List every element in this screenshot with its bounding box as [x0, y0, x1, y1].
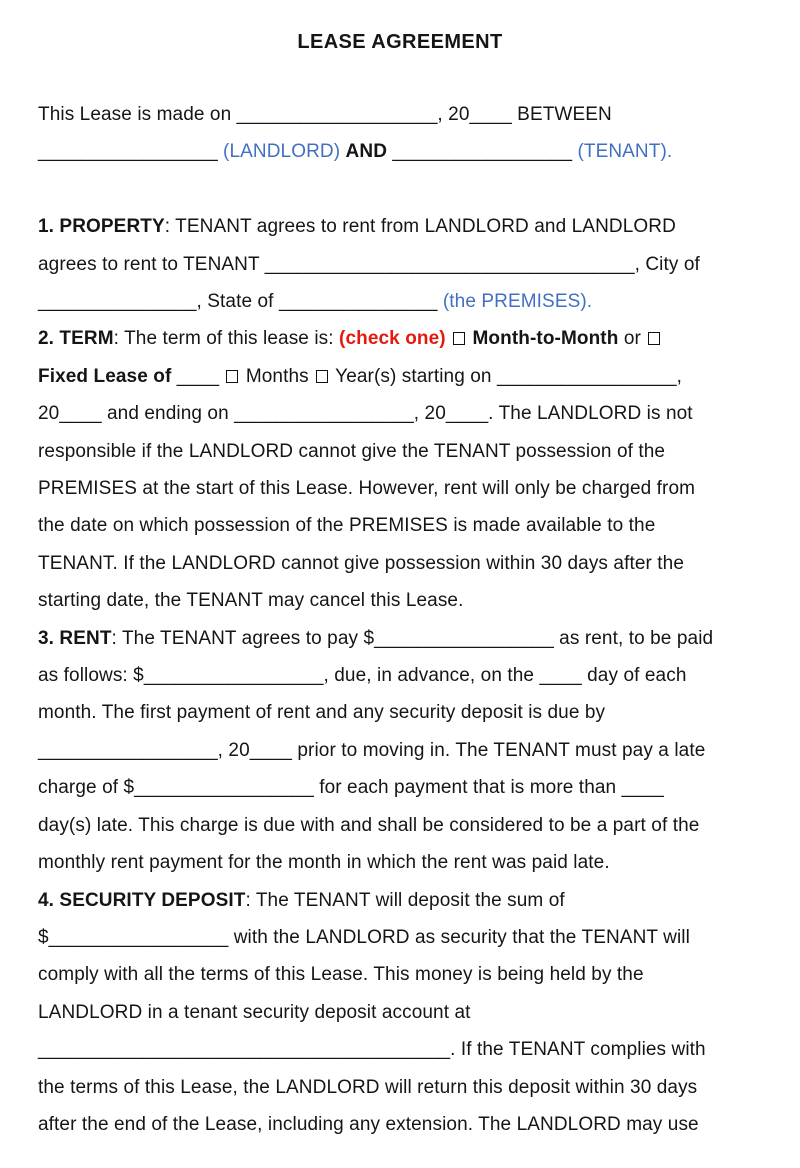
- text-run: Year(s) starting on: [330, 365, 497, 387]
- text-run: as rent, to be paid: [553, 627, 714, 649]
- text-run: This Lease is made on: [38, 104, 237, 125]
- text-run: , City of: [634, 253, 700, 275]
- line-property-3: [38, 283, 762, 320]
- text-run: PREMISES at the start of this Lease. However, rent will only be charged from: [38, 478, 696, 500]
- text-run: agrees to rent to TENANT: [38, 253, 265, 275]
- blank-late-days[interactable]: ____: [621, 777, 664, 799]
- line-rent-4: [38, 732, 762, 769]
- blank-date-made[interactable]: ___________________: [236, 104, 438, 125]
- line-deposit-2: [38, 919, 762, 956]
- blank-state[interactable]: _______________: [278, 291, 438, 313]
- text-run: , 20: [437, 104, 470, 125]
- document-title: LEASE AGREEMENT: [297, 31, 503, 53]
- line-term-6: [38, 507, 762, 544]
- line-term-2: [38, 358, 762, 395]
- text-run: for each payment that is more than: [313, 777, 622, 799]
- blank-deposit-account[interactable]: _______________________________________: [38, 1039, 451, 1061]
- text-run: Fixed Lease of: [38, 365, 177, 387]
- checkbox-fixed-lease[interactable]: [648, 332, 660, 345]
- term-heading: 2. TERM: [38, 328, 114, 350]
- line-rent-6: [38, 807, 762, 844]
- text-run: . If the TENANT complies with: [450, 1039, 706, 1061]
- text-run: day of each: [581, 665, 687, 687]
- blank-end-date[interactable]: _________________: [234, 403, 414, 425]
- line-term-3: [38, 395, 762, 432]
- text-run: , 20: [413, 403, 446, 425]
- line-term-8: [38, 582, 762, 619]
- line-property-1: [38, 208, 762, 245]
- line-rent-5: [38, 769, 762, 806]
- line-rent-2: [38, 657, 762, 694]
- text-run: with the LANDLORD as security that the TENANT will: [228, 926, 690, 948]
- text-run: LANDLORD in a tenant security deposit account at: [38, 1001, 471, 1023]
- text-run: 20: [38, 403, 60, 425]
- text-run: [219, 366, 224, 387]
- line-deposit-7: [38, 1106, 762, 1143]
- document-body: [38, 96, 762, 1143]
- line-rent-3: [38, 694, 762, 731]
- text-run: : TENANT agrees to rent from LANDLORD and LANDLORD: [164, 216, 676, 238]
- text-run: , State of: [196, 291, 279, 313]
- text-run: charge of $: [38, 777, 135, 799]
- line-rent-1: [38, 620, 762, 657]
- checkbox-months[interactable]: [226, 370, 238, 383]
- text-run: , 20: [217, 739, 250, 761]
- tenant-label: (TENANT).: [577, 141, 673, 163]
- blank-start-year[interactable]: ____: [59, 403, 102, 425]
- line-rent-7: [38, 844, 762, 881]
- blank-landlord-name[interactable]: _________________: [38, 141, 218, 163]
- text-run: : The TENANT agrees to pay $: [111, 627, 375, 649]
- blank-first-payment-year[interactable]: ____: [249, 739, 293, 761]
- line-term-4: [38, 433, 762, 470]
- line-deposit-4: [38, 994, 762, 1031]
- rent-heading: 3. RENT: [38, 627, 112, 649]
- blank-rent-amount[interactable]: _________________: [374, 627, 554, 649]
- line-term-1: [38, 320, 762, 357]
- blank-tenant-name[interactable]: _________________: [392, 141, 573, 163]
- text-run: Months: [240, 365, 315, 387]
- text-run: prior to moving in. The TENANT must pay a late: [292, 739, 706, 761]
- blank-deposit-amount[interactable]: _________________: [48, 926, 229, 948]
- text-run: , due, in advance, on the: [323, 665, 540, 687]
- text-run: monthly rent payment for the month in which the rent was paid late.: [38, 852, 610, 874]
- text-run: responsible if the LANDLORD cannot give the TENANT possession of the: [38, 440, 666, 462]
- text-run: after the end of the Lease, including any extension. The LANDLORD may use: [38, 1113, 699, 1135]
- check-one-label: (check one): [339, 328, 446, 350]
- blank-due-day[interactable]: ____: [539, 665, 582, 687]
- deposit-heading: 4. SECURITY DEPOSIT: [38, 889, 246, 911]
- text-run: month. The first payment of rent and any security deposit is due by: [38, 702, 606, 724]
- premises-label: (the PREMISES).: [442, 291, 593, 313]
- blank-start-date[interactable]: _________________: [496, 365, 677, 387]
- checkbox-years[interactable]: [316, 370, 328, 383]
- line-deposit-5: [38, 1031, 762, 1068]
- line-term-5: [38, 470, 762, 507]
- text-run: [446, 328, 451, 349]
- blank-year-made[interactable]: ____: [469, 104, 512, 125]
- blank-end-year[interactable]: ____: [445, 403, 489, 425]
- line-intro-2: [38, 133, 762, 170]
- text-run: the date on which possession of the PREMISES is made available to the: [38, 515, 656, 537]
- text-run: Month-to-Month: [472, 328, 619, 350]
- landlord-label: (LANDLORD): [223, 141, 341, 163]
- blank-property-address[interactable]: ___________________________________: [264, 253, 635, 275]
- text-run: : The term of this lease is:: [113, 328, 340, 350]
- text-run: TENANT. If the LANDLORD cannot give possession within 30 days after the: [38, 552, 685, 574]
- text-run: or: [618, 328, 647, 350]
- blank-first-payment-date[interactable]: _________________: [38, 739, 218, 761]
- line-deposit-3: [38, 956, 762, 993]
- blank-rent-installment[interactable]: _________________: [143, 665, 324, 687]
- text-run: AND: [345, 141, 388, 163]
- text-run: : The TENANT will deposit the sum of: [245, 889, 565, 911]
- line-deposit-6: [38, 1069, 762, 1106]
- blank-city[interactable]: _______________: [38, 291, 197, 313]
- text-run: starting date, the TENANT may cancel this Lease.: [38, 590, 464, 612]
- text-run: $: [38, 926, 49, 948]
- blank-lease-length[interactable]: ____: [176, 365, 220, 387]
- line-deposit-1: [38, 882, 762, 919]
- text-run: the terms of this Lease, the LANDLORD will return this deposit within 30 days: [38, 1076, 698, 1098]
- text-run: ,: [676, 365, 683, 387]
- line-term-7: [38, 545, 762, 582]
- text-run: as follows: $: [38, 665, 144, 687]
- text-run: BETWEEN: [511, 104, 612, 125]
- checkbox-month-to-month[interactable]: [453, 332, 465, 345]
- line-intro-1: [38, 96, 762, 133]
- text-run: comply with all the terms of this Lease. This money is being held by the: [38, 964, 644, 986]
- blank-late-charge[interactable]: _________________: [134, 777, 314, 799]
- line-property-2: [38, 246, 762, 283]
- text-run: and ending on: [101, 403, 235, 425]
- property-heading: 1. PROPERTY: [38, 216, 165, 238]
- text-run: day(s) late. This charge is due with and shall be considered to be a part of the: [38, 814, 700, 836]
- text-run: . The LANDLORD is not: [488, 403, 693, 425]
